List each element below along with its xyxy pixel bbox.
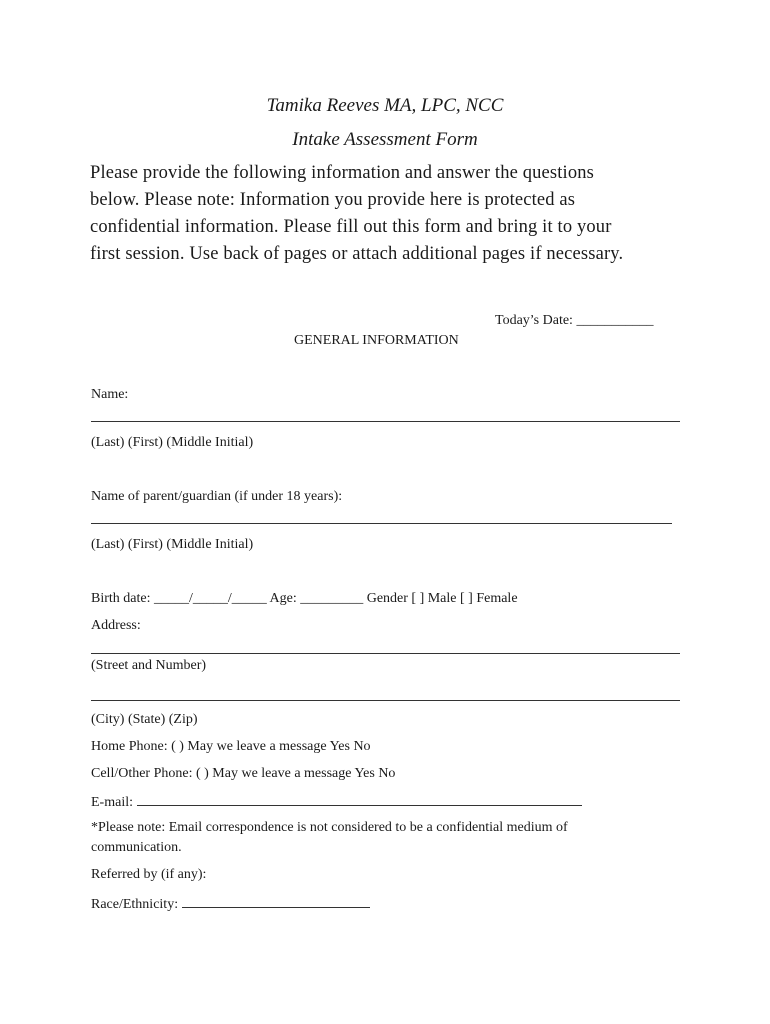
race-field-line[interactable] (182, 895, 370, 908)
birth-age-gender-line[interactable]: Birth date: _____/_____/_____ Age: _________ Gender [ ] Male [ ] Female (91, 591, 518, 606)
city-field-line[interactable] (91, 700, 680, 701)
city-hint: (City) (State) (Zip) (91, 712, 198, 727)
referred-by-label[interactable]: Referred by (if any): (91, 867, 207, 882)
home-phone-line[interactable]: Home Phone: ( ) May we leave a message Yes No (91, 739, 371, 754)
email-label: E-mail: (91, 795, 133, 810)
email-note-line-1: *Please note: Email correspondence is not considered to be a confidential medium of (91, 820, 568, 835)
email-field-line[interactable] (137, 793, 582, 806)
intro-line-2: below. Please note: Information you provide here is protected as (90, 190, 576, 210)
street-field-line[interactable] (91, 653, 680, 654)
guardian-label: Name of parent/guardian (if under 18 years): (91, 489, 343, 504)
intro-line-4: first session. Use back of pages or attach additional pages if necessary. (90, 244, 624, 264)
street-hint: (Street and Number) (91, 658, 207, 673)
intro-line-1: Please provide the following information and answer the questions (90, 163, 595, 183)
section-heading: GENERAL INFORMATION (294, 333, 459, 348)
guardian-hint: (Last) (First) (Middle Initial) (91, 537, 254, 552)
form-subtitle: Intake Assessment Form (292, 129, 478, 150)
todays-date-field[interactable]: Today’s Date: ___________ (495, 313, 654, 328)
intro-line-3: confidential information. Please fill out this form and bring it to your (90, 217, 612, 237)
race-row (91, 895, 370, 913)
name-label: Name: (91, 387, 129, 402)
email-note-line-2: communication. (91, 840, 182, 855)
guardian-field-line[interactable] (91, 523, 672, 524)
name-field-line[interactable] (91, 421, 680, 422)
cell-phone-line[interactable]: Cell/Other Phone: ( ) May we leave a message Yes No (91, 766, 396, 781)
page-title: Tamika Reeves MA, LPC, NCC (266, 95, 504, 116)
address-label: Address: (91, 618, 141, 633)
race-label: Race/Ethnicity: (91, 897, 179, 912)
email-row (91, 793, 582, 811)
name-hint: (Last) (First) (Middle Initial) (91, 435, 254, 450)
